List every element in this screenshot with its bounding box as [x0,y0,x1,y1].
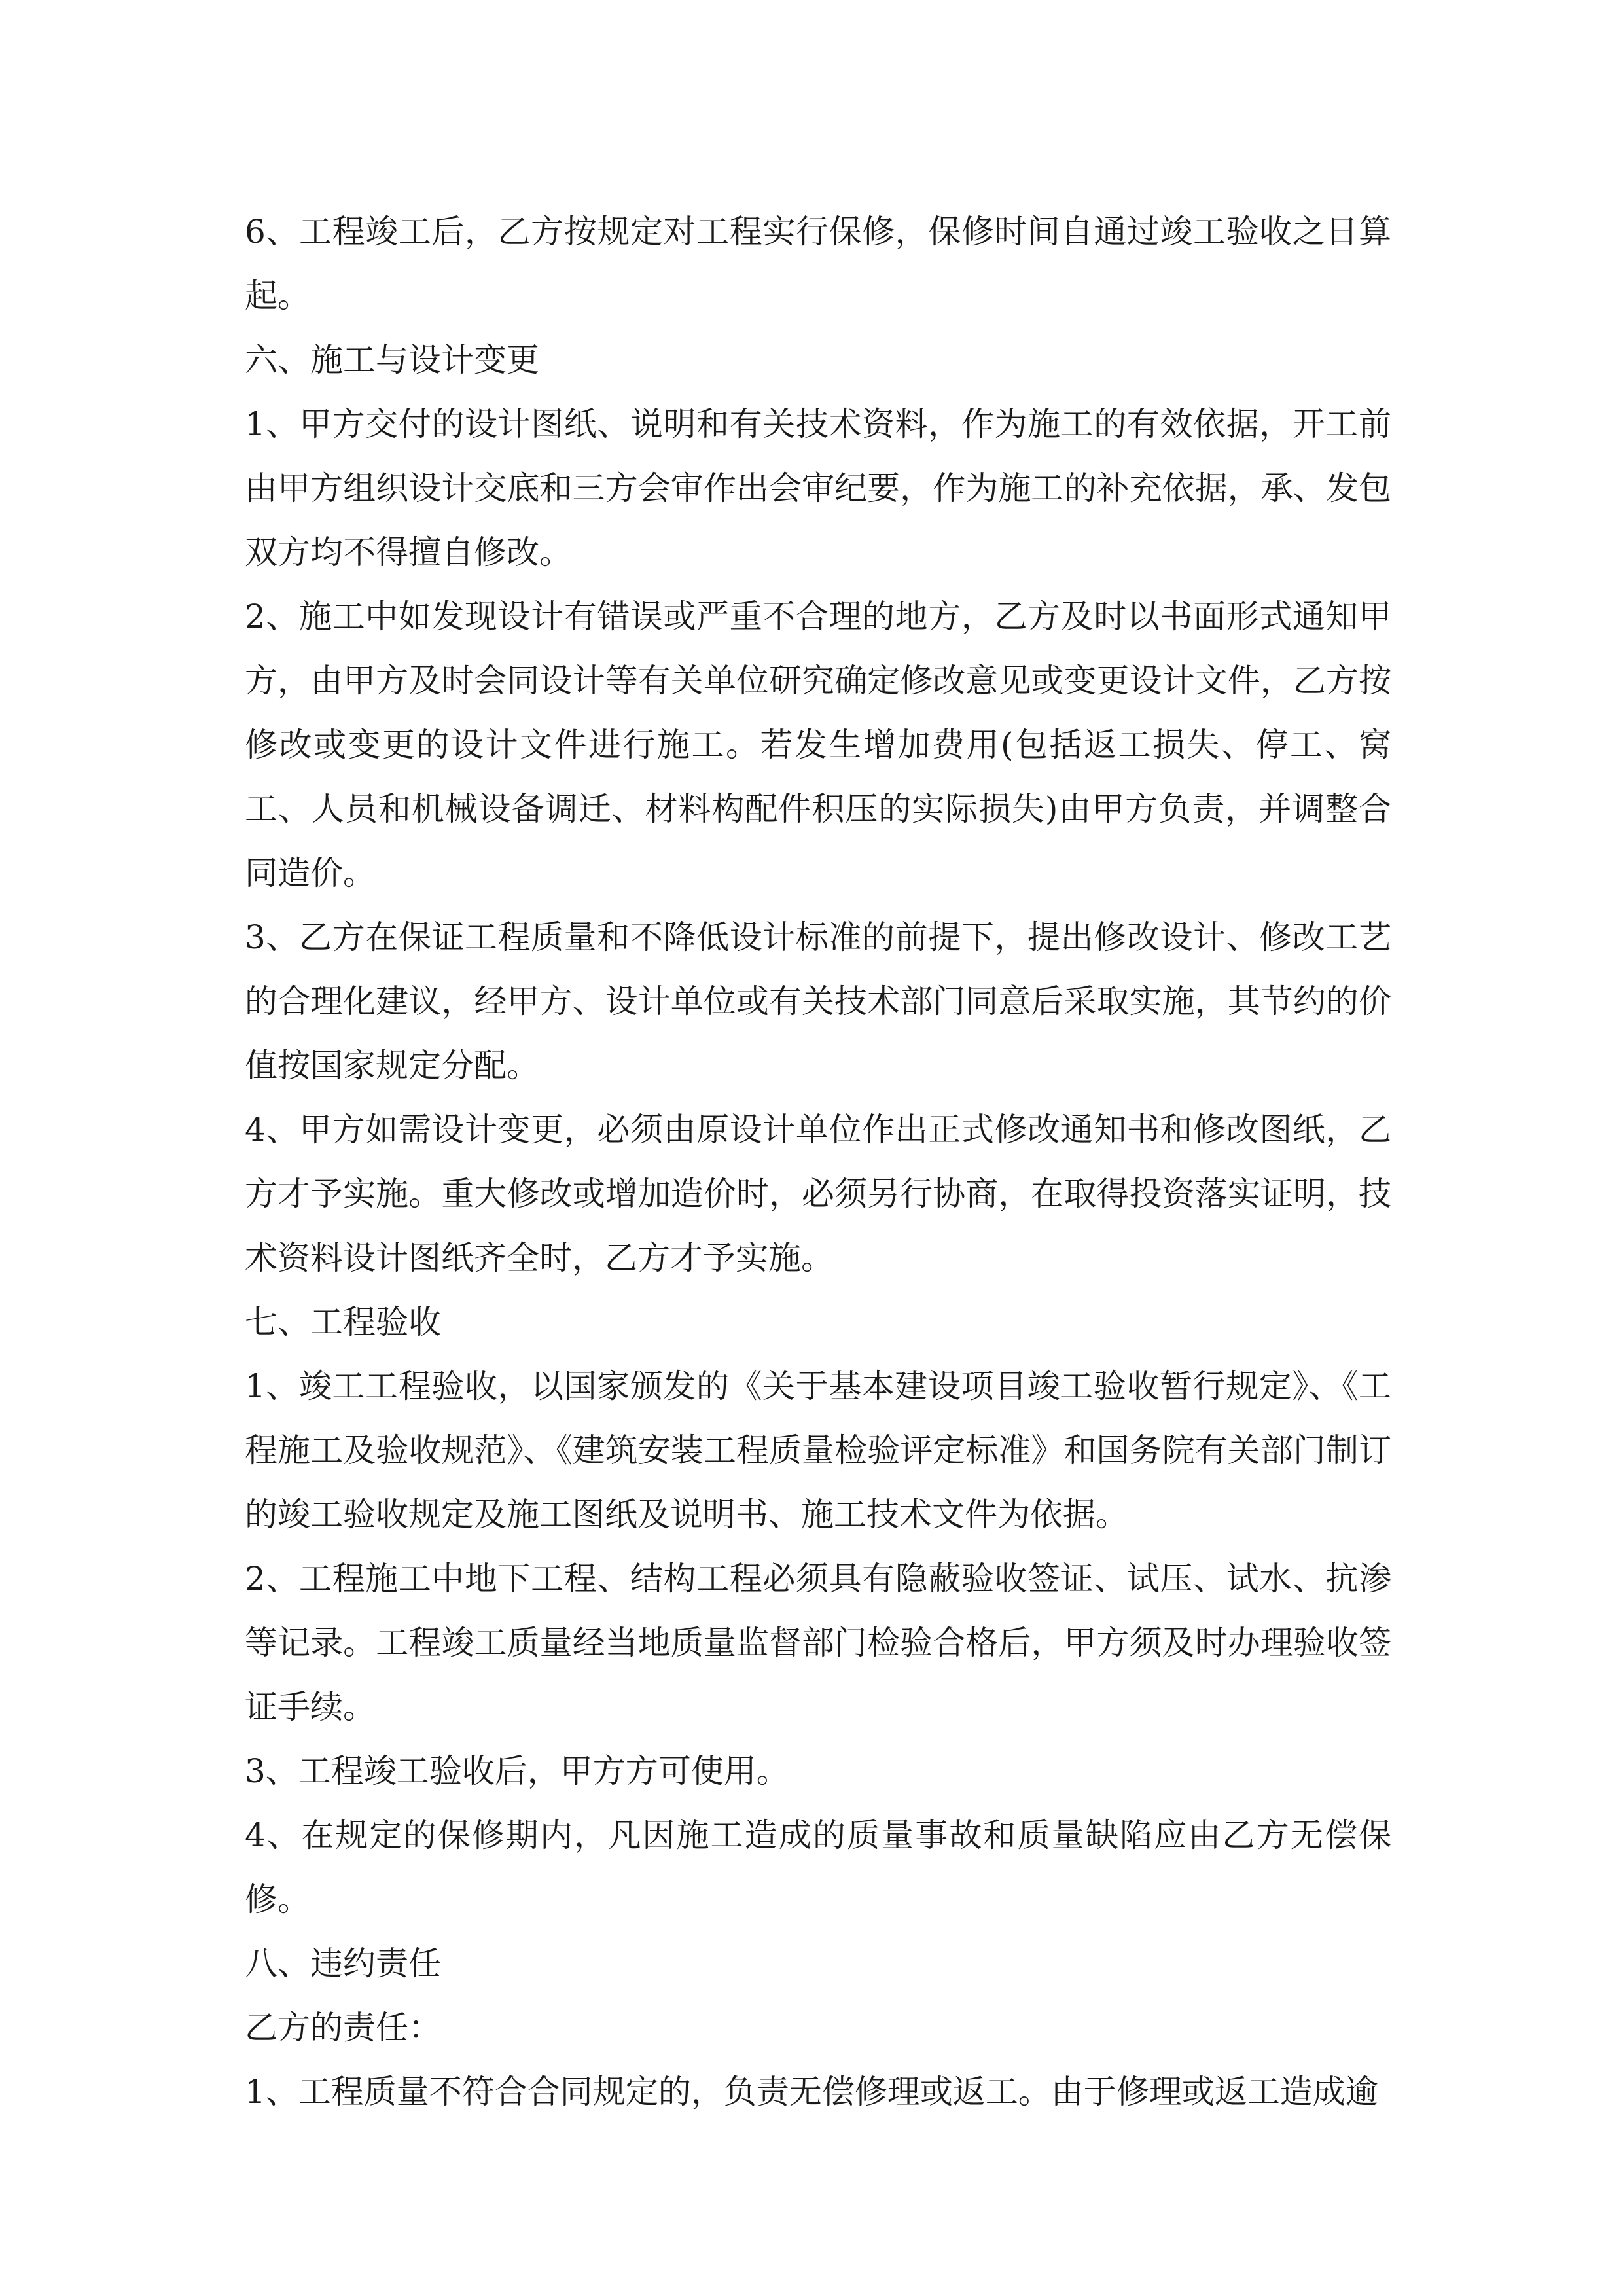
clause-7-4: 4、在规定的保修期内，凡因施工造成的质量事故和质量缺陷应由乙方无偿保修。 [245,1816,1391,1918]
clause-7-1: 1、竣工工程验收，以国家颁发的《关于基本建设项目竣工验收暂行规定》、《工程施工及验收规范》、《建筑安装工程质量检验评定标准》和国务院有关部门制订的竣工验收规定及施工图纸及说明书、施工技术文件为依据。 [245,1367,1391,1534]
section-heading-7: 七、工程验收 [245,1303,441,1341]
clause-6-4: 4、甲方如需设计变更，必须由原设计单位作出正式修改通知书和修改图纸，乙方才予实施。重大修改或增加造价时，必须另行协商，在取得投资落实证明，技术资料设计图纸齐全时，乙方才予实施。 [245,1111,1391,1277]
section-heading-8: 八、违约责任 [245,1945,441,1982]
clause-7-2: 2、工程施工中地下工程、结构工程必须具有隐蔽验收签证、试压、试水、抗渗等记录。工程竣工质量经当地质量监督部门检验合格后，甲方须及时办理验收签证手续。 [245,1560,1391,1726]
clause-8-1: 1、工程质量不符合合同规定的，负责无偿修理或返工。由于修理或返工造成逾 [245,2073,1378,2111]
clause-6-3: 3、乙方在保证工程质量和不降低设计标准的前提下，提出修改设计、修改工艺的合理化建议，经甲方、设计单位或有关技术部门同意后采取实施，其节约的价值按国家规定分配。 [245,918,1391,1085]
clause-5-6-warranty: 6、工程竣工后，乙方按规定对工程实行保修，保修时间自通过竣工验收之日算起。 [245,213,1391,315]
party-b-responsibility-label: 乙方的责任： [245,2009,441,2047]
clause-6-1: 1、甲方交付的设计图纸、说明和有关技术资料，作为施工的有效依据，开工前由甲方组织设计交底和三方会审作出会审纪要，作为施工的补充依据，承、发包双方均不得擅自修改。 [245,405,1391,571]
clause-7-3: 3、工程竣工验收后，甲方方可使用。 [245,1752,789,1790]
clause-6-2: 2、施工中如发现设计有错误或严重不合理的地方，乙方及时以书面形式通知甲方，由甲方及时会同设计等有关单位研究确定修改意见或变更设计文件，乙方按修改或变更的设计文件进行施工。若发生增加费用(包括返工损失、停工、窝工、人员和机械设备调迁、材料构配件积压的实际损失)由甲方负责，并调整合同造价。 [245,598,1391,892]
document-body [245,200,1391,2124]
section-heading-6: 六、施工与设计变更 [245,341,539,379]
